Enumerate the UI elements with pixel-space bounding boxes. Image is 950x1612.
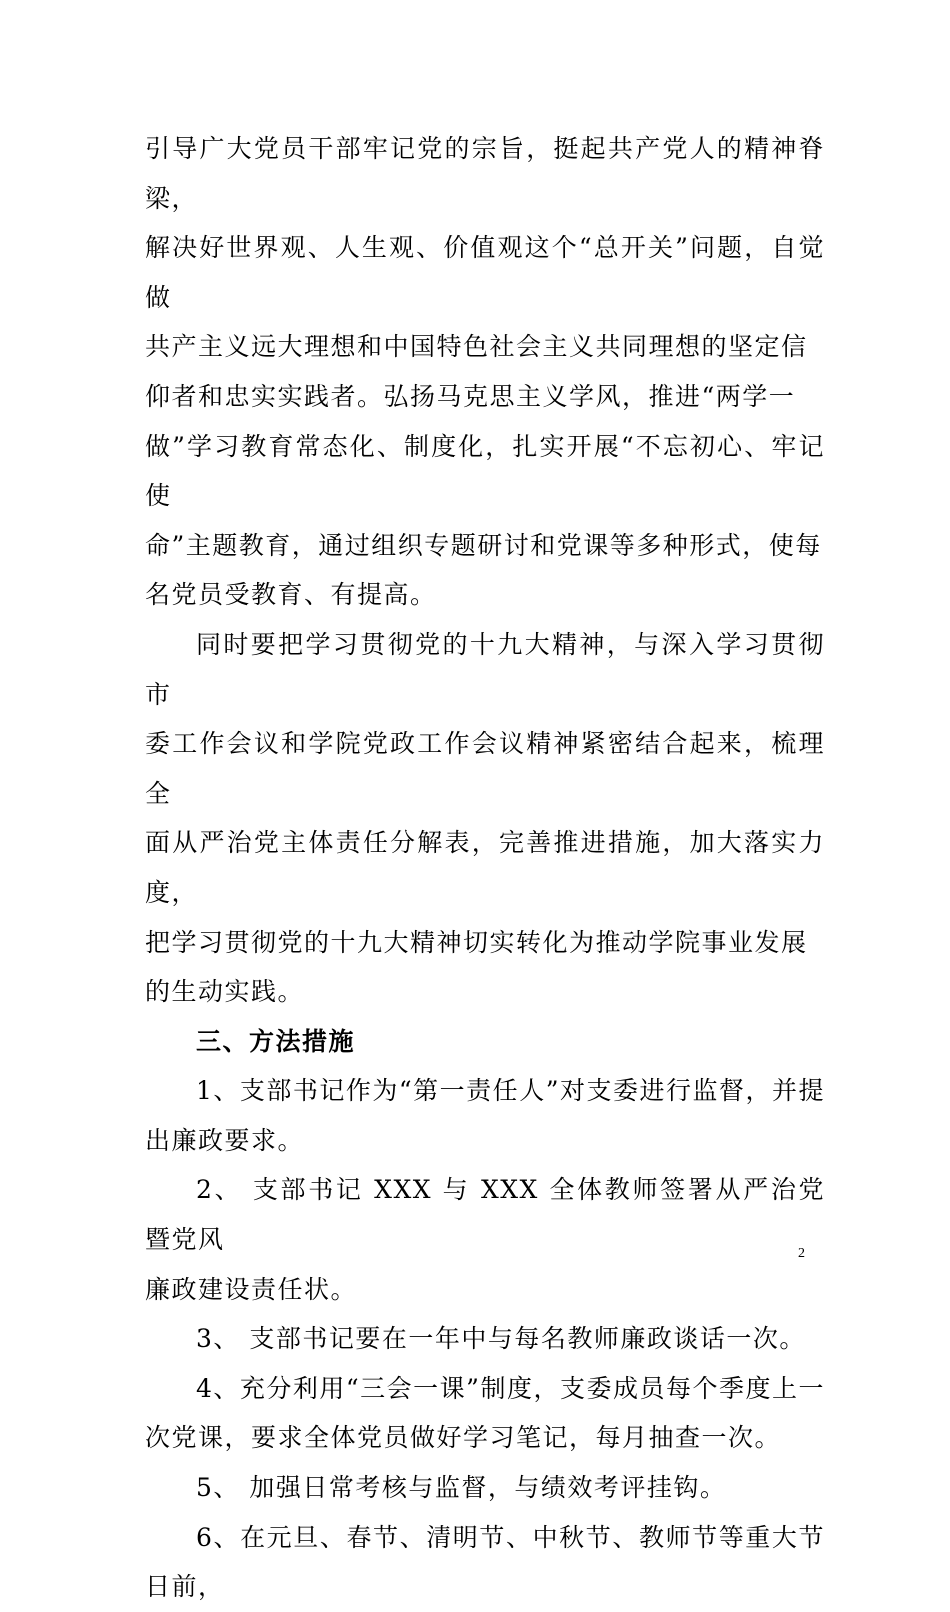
- list-item-3: [145, 1314, 825, 1364]
- document-body: [145, 124, 825, 1612]
- paragraph-line: 6、在元旦、春节、清明节、中秋节、教师节等重大节日前，: [145, 1522, 825, 1602]
- paragraph-party-purpose: [145, 124, 825, 620]
- list-item-6: [145, 1513, 825, 1612]
- paragraph-study-implementation: [145, 620, 825, 1017]
- paragraph-line: 的生动实践。: [145, 977, 305, 1007]
- paragraph-line: 面从严治党主体责任分解表，完善推进措施，加大落实力度，: [145, 828, 825, 907]
- paragraph-line: 出廉政要求。: [145, 1125, 305, 1155]
- list-item-4: [145, 1364, 825, 1463]
- paragraph-line: 仰者和忠实实践者。弘扬马克思主义学风，推进“两学一: [145, 381, 796, 411]
- list-item-5: [145, 1463, 825, 1513]
- paragraph-line: 共产主义远大理想和中国特色社会主义共同理想的坚定信: [145, 332, 808, 362]
- paragraph-line: 廉政建设责任状。: [145, 1274, 358, 1304]
- paragraph-line: 把学习贯彻党的十九大精神切实转化为推动学院事业发展: [145, 927, 808, 957]
- paragraph-line: 2、 支部书记 XXX 与 XXX 全体教师签署从严治党暨党风: [145, 1175, 825, 1255]
- paragraph-line: 命”主题教育，通过组织专题研讨和党课等多种形式，使每: [145, 530, 822, 560]
- paragraph-line: 次党课，要求全体党员做好学习笔记，每月抽查一次。: [145, 1423, 782, 1453]
- list-item-2: [145, 1165, 825, 1314]
- page-number: 2: [798, 1246, 805, 1261]
- paragraph-line: 5、 加强日常考核与监督，与绩效考评挂钩。: [196, 1473, 727, 1503]
- list-item-1: [145, 1066, 825, 1165]
- paragraph-line: 做”学习教育常态化、制度化，扎实开展“不忘初心、牢记使: [145, 431, 825, 511]
- paragraph-line: 引导广大党员干部牢记党的宗旨，挺起共产党人的精神脊梁，: [145, 134, 825, 213]
- paragraph-line: 1、支部书记作为“第一责任人”对支委进行监督，并提: [196, 1076, 825, 1106]
- paragraph-line: 名党员受教育、有提高。: [145, 580, 437, 610]
- section-heading: 三、方法措施: [196, 1026, 356, 1056]
- paragraph-line: 解决好世界观、人生观、价值观这个“总开关”问题，自觉做: [145, 233, 825, 312]
- paragraph-line: 4、充分利用“三会一课”制度，支委成员每个季度上一: [196, 1373, 825, 1403]
- paragraph-line: 3、 支部书记要在一年中与每名教师廉政谈话一次。: [196, 1324, 806, 1354]
- paragraph-line: 委工作会议和学院党政工作会议精神紧密结合起来，梳理全: [145, 729, 825, 808]
- paragraph-line: 同时要把学习贯彻党的十九大精神，与深入学习贯彻市: [145, 629, 825, 709]
